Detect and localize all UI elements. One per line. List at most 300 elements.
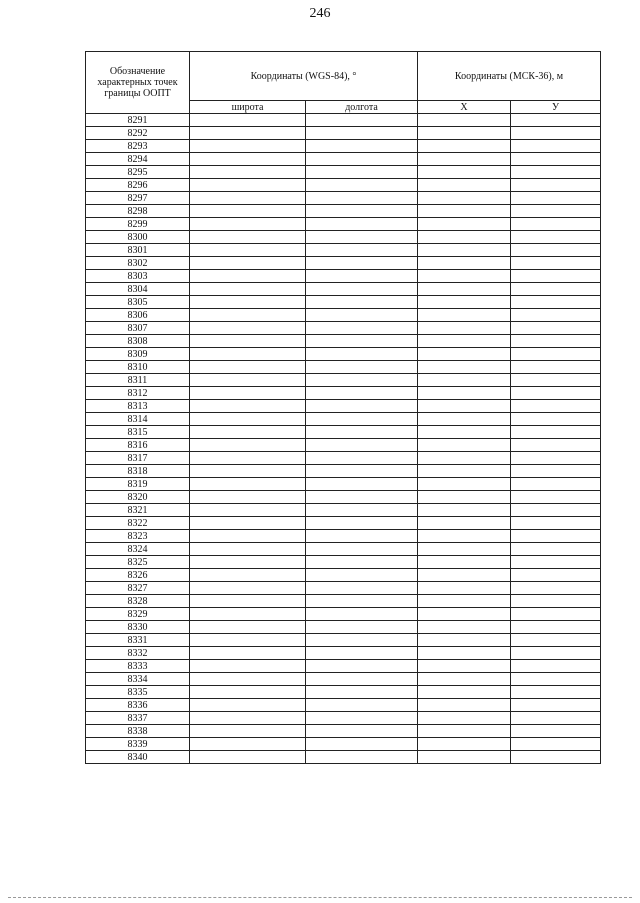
cell-point-id: 8323	[86, 530, 190, 543]
cell-point-id: 8328	[86, 595, 190, 608]
cell-y	[511, 127, 601, 140]
cell-point-id: 8335	[86, 686, 190, 699]
cell-point-id: 8333	[86, 660, 190, 673]
cell-point-id: 8295	[86, 166, 190, 179]
cell-longitude	[306, 725, 418, 738]
cell-y	[511, 595, 601, 608]
cell-x	[418, 608, 511, 621]
table-row	[86, 452, 601, 465]
cell-x	[418, 530, 511, 543]
cell-x	[418, 491, 511, 504]
header-y-label: У	[511, 101, 601, 114]
table-row	[86, 608, 601, 621]
header-row-main	[86, 52, 601, 101]
cell-latitude	[190, 621, 306, 634]
cell-point-id: 8316	[86, 439, 190, 452]
table-row	[86, 257, 601, 270]
table-row	[86, 218, 601, 231]
table-row	[86, 543, 601, 556]
cell-y	[511, 608, 601, 621]
cell-latitude	[190, 569, 306, 582]
cell-x	[418, 387, 511, 400]
cell-point-id: 8310	[86, 361, 190, 374]
cell-point-id: 8322	[86, 517, 190, 530]
cell-longitude	[306, 309, 418, 322]
cell-point-id: 8306	[86, 309, 190, 322]
cell-latitude	[190, 634, 306, 647]
cell-latitude	[190, 712, 306, 725]
cell-latitude	[190, 387, 306, 400]
cell-longitude	[306, 673, 418, 686]
table-row	[86, 478, 601, 491]
cell-x	[418, 205, 511, 218]
cell-latitude	[190, 738, 306, 751]
cell-longitude	[306, 647, 418, 660]
cell-x	[418, 335, 511, 348]
cell-longitude	[306, 712, 418, 725]
cell-longitude	[306, 361, 418, 374]
cell-longitude	[306, 556, 418, 569]
header-lat-label: широта	[190, 101, 306, 114]
cell-latitude	[190, 647, 306, 660]
cell-latitude	[190, 673, 306, 686]
table-row	[86, 426, 601, 439]
cell-y	[511, 114, 601, 127]
cell-x	[418, 413, 511, 426]
cell-y	[511, 491, 601, 504]
cell-y	[511, 322, 601, 335]
table-row	[86, 595, 601, 608]
table-row	[86, 244, 601, 257]
cell-longitude	[306, 127, 418, 140]
cell-y	[511, 218, 601, 231]
cell-point-id: 8338	[86, 725, 190, 738]
table-row	[86, 322, 601, 335]
cell-x	[418, 699, 511, 712]
cell-point-id: 8332	[86, 647, 190, 660]
cell-longitude	[306, 608, 418, 621]
cell-longitude	[306, 738, 418, 751]
cell-latitude	[190, 452, 306, 465]
cell-longitude	[306, 140, 418, 153]
cell-y	[511, 283, 601, 296]
table-row	[86, 127, 601, 140]
cell-y	[511, 361, 601, 374]
cell-y	[511, 387, 601, 400]
cell-longitude	[306, 686, 418, 699]
table-row	[86, 114, 601, 127]
cell-latitude	[190, 140, 306, 153]
cell-point-id: 8311	[86, 374, 190, 387]
table-row	[86, 712, 601, 725]
table-row	[86, 465, 601, 478]
cell-latitude	[190, 439, 306, 452]
cell-x	[418, 348, 511, 361]
cell-longitude	[306, 413, 418, 426]
table-row	[86, 192, 601, 205]
cell-longitude	[306, 335, 418, 348]
cell-latitude	[190, 478, 306, 491]
cell-longitude	[306, 322, 418, 335]
cell-y	[511, 647, 601, 660]
cell-point-id: 8325	[86, 556, 190, 569]
cell-latitude	[190, 400, 306, 413]
cell-y	[511, 166, 601, 179]
cell-y	[511, 439, 601, 452]
cell-latitude	[190, 257, 306, 270]
cell-x	[418, 556, 511, 569]
cell-x	[418, 400, 511, 413]
page-bottom-divider	[8, 897, 632, 898]
cell-x	[418, 504, 511, 517]
cell-point-id: 8312	[86, 387, 190, 400]
cell-x	[418, 439, 511, 452]
cell-y	[511, 582, 601, 595]
cell-longitude	[306, 192, 418, 205]
table-row	[86, 504, 601, 517]
table-row	[86, 374, 601, 387]
cell-latitude	[190, 608, 306, 621]
cell-point-id: 8317	[86, 452, 190, 465]
cell-y	[511, 699, 601, 712]
cell-longitude	[306, 374, 418, 387]
cell-x	[418, 712, 511, 725]
cell-x	[418, 322, 511, 335]
coordinates-table	[85, 51, 601, 764]
cell-y	[511, 400, 601, 413]
cell-longitude	[306, 478, 418, 491]
header-wgs-label: Координаты (WGS-84), °	[190, 52, 418, 101]
cell-y	[511, 504, 601, 517]
cell-latitude	[190, 218, 306, 231]
cell-y	[511, 673, 601, 686]
cell-longitude	[306, 452, 418, 465]
cell-point-id: 8308	[86, 335, 190, 348]
cell-x	[418, 582, 511, 595]
cell-longitude	[306, 166, 418, 179]
cell-latitude	[190, 270, 306, 283]
cell-y	[511, 140, 601, 153]
table-row	[86, 686, 601, 699]
cell-latitude	[190, 348, 306, 361]
cell-longitude	[306, 114, 418, 127]
cell-y	[511, 231, 601, 244]
cell-y	[511, 738, 601, 751]
cell-longitude	[306, 595, 418, 608]
cell-latitude	[190, 127, 306, 140]
cell-x	[418, 374, 511, 387]
cell-x	[418, 283, 511, 296]
cell-point-id: 8327	[86, 582, 190, 595]
cell-x	[418, 127, 511, 140]
header-point-label: Обозначение характерных точек границы ООПТ	[86, 52, 190, 114]
table-row	[86, 283, 601, 296]
cell-latitude	[190, 725, 306, 738]
cell-longitude	[306, 491, 418, 504]
cell-point-id: 8320	[86, 491, 190, 504]
cell-x	[418, 166, 511, 179]
header-msk-label: Координаты (МСК-36), м	[418, 52, 601, 101]
cell-point-id: 8324	[86, 543, 190, 556]
cell-y	[511, 725, 601, 738]
cell-y	[511, 153, 601, 166]
header-x-label: Х	[418, 101, 511, 114]
cell-x	[418, 140, 511, 153]
cell-point-id: 8299	[86, 218, 190, 231]
cell-latitude	[190, 231, 306, 244]
cell-x	[418, 517, 511, 530]
cell-longitude	[306, 179, 418, 192]
cell-y	[511, 686, 601, 699]
cell-point-id: 8340	[86, 751, 190, 764]
table-row	[86, 335, 601, 348]
cell-latitude	[190, 530, 306, 543]
cell-x	[418, 270, 511, 283]
cell-y	[511, 244, 601, 257]
cell-x	[418, 244, 511, 257]
cell-longitude	[306, 205, 418, 218]
cell-y	[511, 257, 601, 270]
table-row	[86, 296, 601, 309]
table-row	[86, 569, 601, 582]
cell-point-id: 8318	[86, 465, 190, 478]
cell-y	[511, 478, 601, 491]
cell-latitude	[190, 413, 306, 426]
header-lon-label: долгота	[306, 101, 418, 114]
cell-point-id: 8330	[86, 621, 190, 634]
cell-longitude	[306, 270, 418, 283]
cell-point-id: 8331	[86, 634, 190, 647]
cell-x	[418, 725, 511, 738]
cell-latitude	[190, 205, 306, 218]
table-body	[86, 114, 601, 764]
table-row	[86, 309, 601, 322]
table-row	[86, 400, 601, 413]
cell-longitude	[306, 439, 418, 452]
cell-latitude	[190, 361, 306, 374]
cell-point-id: 8337	[86, 712, 190, 725]
table-row	[86, 270, 601, 283]
cell-longitude	[306, 244, 418, 257]
cell-longitude	[306, 283, 418, 296]
cell-y	[511, 465, 601, 478]
cell-x	[418, 634, 511, 647]
cell-latitude	[190, 465, 306, 478]
table-row	[86, 517, 601, 530]
cell-latitude	[190, 296, 306, 309]
table-row	[86, 413, 601, 426]
cell-x	[418, 257, 511, 270]
cell-y	[511, 192, 601, 205]
cell-x	[418, 738, 511, 751]
cell-x	[418, 673, 511, 686]
cell-y	[511, 374, 601, 387]
cell-y	[511, 634, 601, 647]
cell-y	[511, 530, 601, 543]
cell-x	[418, 543, 511, 556]
cell-point-id: 8291	[86, 114, 190, 127]
cell-latitude	[190, 166, 306, 179]
cell-x	[418, 751, 511, 764]
cell-latitude	[190, 335, 306, 348]
table-row	[86, 647, 601, 660]
cell-longitude	[306, 517, 418, 530]
table-row	[86, 530, 601, 543]
table-row	[86, 621, 601, 634]
cell-x	[418, 192, 511, 205]
cell-y	[511, 556, 601, 569]
cell-point-id: 8303	[86, 270, 190, 283]
cell-longitude	[306, 465, 418, 478]
cell-y	[511, 660, 601, 673]
cell-longitude	[306, 426, 418, 439]
cell-longitude	[306, 504, 418, 517]
cell-point-id: 8305	[86, 296, 190, 309]
table-row	[86, 140, 601, 153]
cell-y	[511, 309, 601, 322]
table-row	[86, 348, 601, 361]
cell-point-id: 8300	[86, 231, 190, 244]
cell-longitude	[306, 257, 418, 270]
cell-longitude	[306, 231, 418, 244]
cell-longitude	[306, 348, 418, 361]
table-header	[86, 52, 601, 114]
cell-point-id: 8339	[86, 738, 190, 751]
cell-latitude	[190, 517, 306, 530]
cell-y	[511, 452, 601, 465]
cell-point-id: 8294	[86, 153, 190, 166]
table-row	[86, 699, 601, 712]
cell-y	[511, 543, 601, 556]
cell-latitude	[190, 192, 306, 205]
cell-x	[418, 231, 511, 244]
cell-point-id: 8301	[86, 244, 190, 257]
cell-longitude	[306, 153, 418, 166]
cell-x	[418, 153, 511, 166]
cell-latitude	[190, 426, 306, 439]
cell-point-id: 8319	[86, 478, 190, 491]
cell-x	[418, 114, 511, 127]
cell-y	[511, 205, 601, 218]
cell-point-id: 8307	[86, 322, 190, 335]
table-row	[86, 660, 601, 673]
cell-longitude	[306, 582, 418, 595]
cell-point-id: 8326	[86, 569, 190, 582]
table-row	[86, 491, 601, 504]
cell-latitude	[190, 504, 306, 517]
table-row	[86, 179, 601, 192]
cell-y	[511, 413, 601, 426]
cell-point-id: 8334	[86, 673, 190, 686]
cell-x	[418, 218, 511, 231]
cell-y	[511, 751, 601, 764]
cell-point-id: 8313	[86, 400, 190, 413]
cell-longitude	[306, 621, 418, 634]
cell-latitude	[190, 244, 306, 257]
table-row	[86, 387, 601, 400]
cell-latitude	[190, 179, 306, 192]
cell-latitude	[190, 556, 306, 569]
cell-latitude	[190, 686, 306, 699]
cell-point-id: 8315	[86, 426, 190, 439]
table-row	[86, 361, 601, 374]
cell-point-id: 8314	[86, 413, 190, 426]
cell-x	[418, 179, 511, 192]
cell-longitude	[306, 751, 418, 764]
cell-x	[418, 647, 511, 660]
cell-point-id: 8336	[86, 699, 190, 712]
cell-point-id: 8329	[86, 608, 190, 621]
cell-point-id: 8293	[86, 140, 190, 153]
cell-y	[511, 621, 601, 634]
cell-longitude	[306, 387, 418, 400]
coordinates-table-container	[85, 51, 600, 764]
cell-longitude	[306, 699, 418, 712]
cell-longitude	[306, 543, 418, 556]
cell-x	[418, 595, 511, 608]
table-row	[86, 439, 601, 452]
cell-x	[418, 621, 511, 634]
cell-y	[511, 426, 601, 439]
cell-x	[418, 361, 511, 374]
cell-longitude	[306, 218, 418, 231]
cell-latitude	[190, 322, 306, 335]
cell-x	[418, 296, 511, 309]
cell-y	[511, 270, 601, 283]
cell-latitude	[190, 699, 306, 712]
cell-y	[511, 348, 601, 361]
table-row	[86, 751, 601, 764]
cell-x	[418, 426, 511, 439]
cell-point-id: 8292	[86, 127, 190, 140]
cell-y	[511, 335, 601, 348]
cell-point-id: 8296	[86, 179, 190, 192]
cell-latitude	[190, 114, 306, 127]
cell-x	[418, 309, 511, 322]
table-row	[86, 556, 601, 569]
cell-y	[511, 712, 601, 725]
cell-point-id: 8304	[86, 283, 190, 296]
cell-longitude	[306, 634, 418, 647]
cell-x	[418, 569, 511, 582]
cell-x	[418, 478, 511, 491]
cell-x	[418, 660, 511, 673]
cell-latitude	[190, 751, 306, 764]
cell-longitude	[306, 569, 418, 582]
table-row	[86, 166, 601, 179]
page-number: 246	[309, 6, 331, 21]
table-row	[86, 231, 601, 244]
table-row	[86, 153, 601, 166]
cell-point-id: 8297	[86, 192, 190, 205]
cell-y	[511, 179, 601, 192]
cell-longitude	[306, 296, 418, 309]
cell-latitude	[190, 283, 306, 296]
cell-y	[511, 569, 601, 582]
cell-point-id: 8298	[86, 205, 190, 218]
cell-point-id: 8309	[86, 348, 190, 361]
table-row	[86, 738, 601, 751]
table-row	[86, 582, 601, 595]
cell-latitude	[190, 660, 306, 673]
cell-x	[418, 686, 511, 699]
cell-point-id: 8302	[86, 257, 190, 270]
cell-y	[511, 517, 601, 530]
cell-y	[511, 296, 601, 309]
cell-latitude	[190, 543, 306, 556]
table-row	[86, 725, 601, 738]
cell-longitude	[306, 400, 418, 413]
